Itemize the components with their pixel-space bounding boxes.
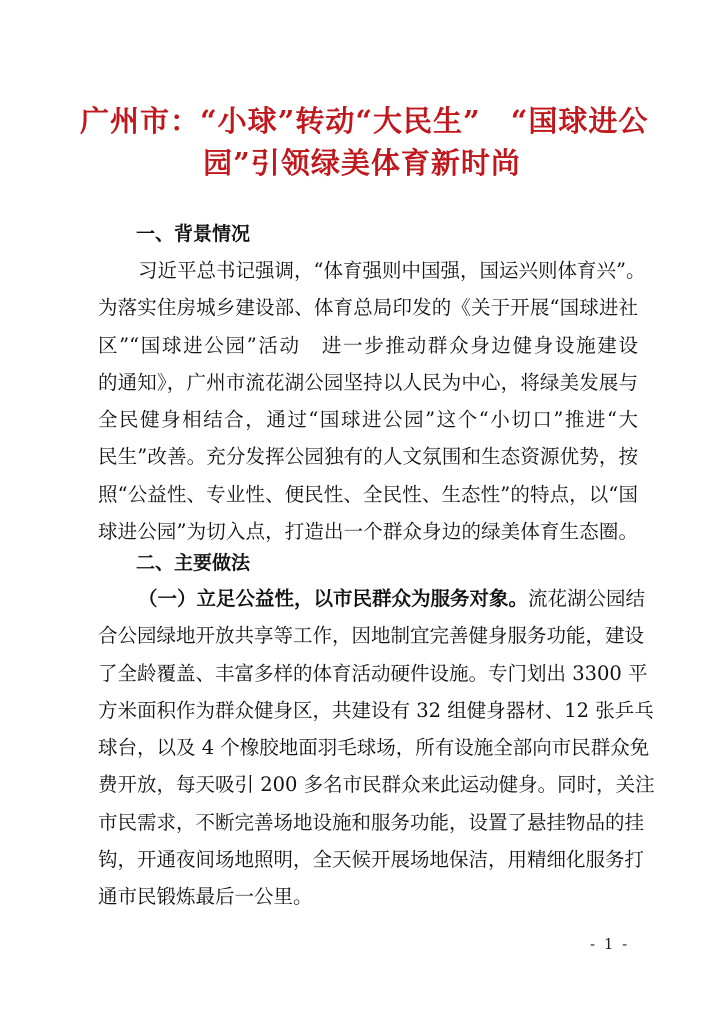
body-line: 钩，开通夜间场地照明，全天候开展场地保洁，用精细化服务打 bbox=[98, 848, 645, 872]
body-line: 球台，以及 4 个橡胶地面羽毛球场，所有设施全部向市民群众免 bbox=[98, 736, 650, 760]
body-line: 区”“国球进公园”活动 进一步推动群众身边健身设施建设 bbox=[98, 333, 638, 357]
body-line: 为落实住房城乡建设部、体育总局印发的《关于开展“国球进社 bbox=[98, 296, 638, 320]
body-line: 方米面积作为群众健身区，共建设有 32 组健身器材、12 张乒乓 bbox=[98, 698, 654, 722]
title-line-2: 园”引领绿美体育新时尚 bbox=[203, 146, 521, 180]
section-heading-background: 一、背景情况 bbox=[136, 223, 251, 245]
section-body-main-practices bbox=[98, 580, 655, 916]
body-line: 的通知》，广州市流花湖公园坚持以人民为中心，将绿美发展与 bbox=[98, 370, 638, 394]
body-line: 照“公益性、专业性、便民性、全民性、生态性”的特点，以“国 bbox=[98, 482, 638, 506]
subsection-lead-heading: （一）立足公益性，以市民群众为服务对象。 bbox=[138, 587, 529, 610]
body-line: 全民健身相结合，通过“国球进公园”这个“小切口”推进“大 bbox=[98, 408, 638, 432]
title-line-1: 广州市：“小球”转动“大民生” “国球进公 bbox=[80, 104, 649, 138]
page-number: - 1 - bbox=[590, 935, 630, 953]
body-line: 通市民锻炼最后一公里。 bbox=[98, 885, 313, 909]
document-title bbox=[80, 100, 649, 184]
body-line: 球进公园”为切入点，打造出一个群众身边的绿美体育生态圈。 bbox=[98, 520, 638, 544]
section-body-background bbox=[98, 252, 646, 550]
body-line: 费开放，每天吸引 200 多名市民群众来此运动健身。同时，关注 bbox=[98, 773, 655, 797]
body-line: 市民需求，不断完善场地设施和服务功能，设置了悬挂物品的挂 bbox=[98, 810, 645, 834]
subsection-lead-text: 流花湖公园结 bbox=[528, 587, 646, 610]
section-heading-main-practices: 二、主要做法 bbox=[136, 552, 251, 574]
body-line-lead bbox=[98, 580, 646, 617]
body-line: 了全龄覆盖、丰富多样的体育活动硬件设施。专门划出 3300 平 bbox=[98, 661, 648, 685]
body-line: 习近平总书记强调，“体育强则中国强，国运兴则体育兴”。 bbox=[138, 259, 646, 282]
body-line: 民生”改善。充分发挥公园独有的人文氛围和生态资源优势，按 bbox=[98, 445, 638, 469]
body-line: 合公园绿地开放共享等工作，因地制宜完善健身服务功能，建设 bbox=[98, 624, 645, 648]
